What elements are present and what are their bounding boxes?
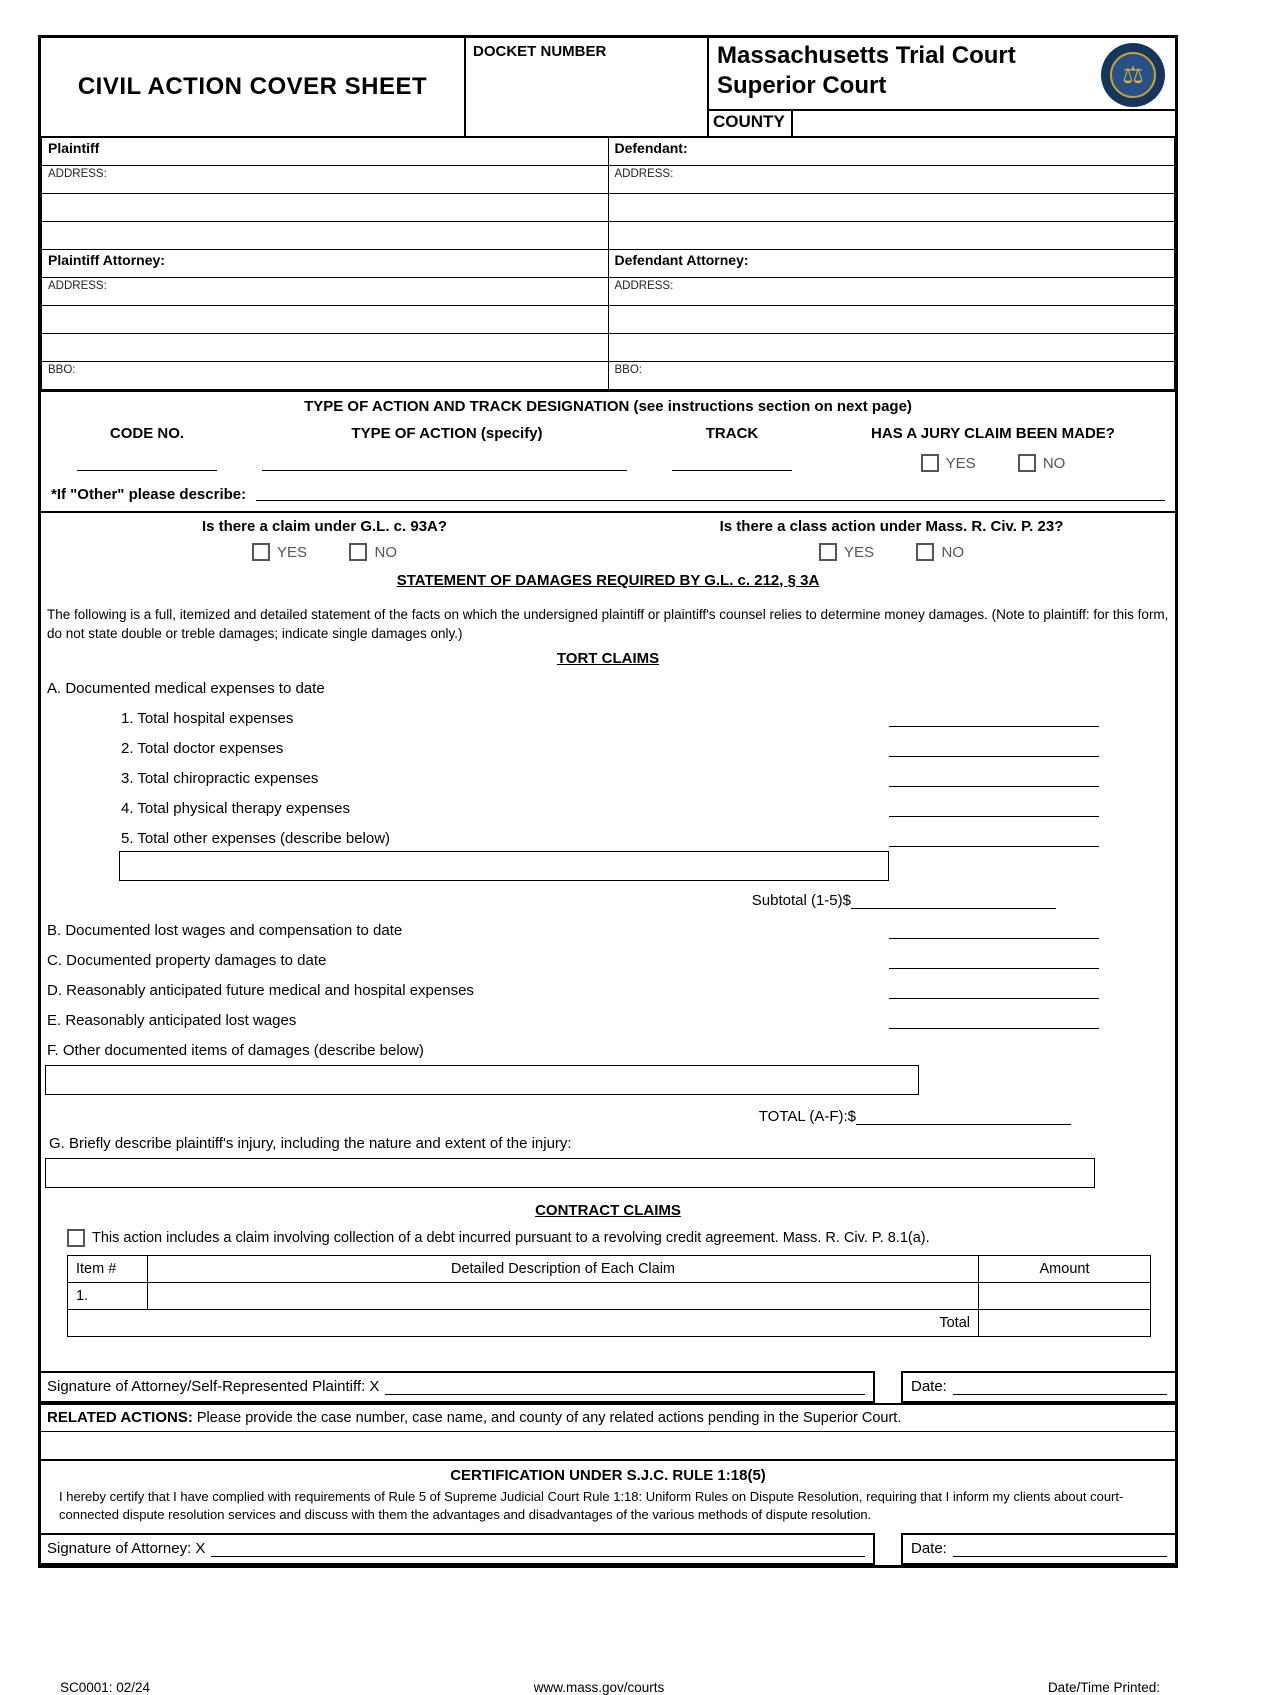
type-of-action-title: TYPE OF ACTION AND TRACK DESIGNATION (see instructions section on next page) xyxy=(304,397,912,415)
signature-row-1 xyxy=(41,1371,1175,1403)
tort-section-a-row xyxy=(45,667,1171,697)
form-header xyxy=(41,38,1175,136)
related-actions-input-box[interactable] xyxy=(41,1432,1175,1461)
col-amount-header: Amount xyxy=(979,1255,1151,1282)
date-1-box xyxy=(901,1371,1175,1403)
related-actions-row xyxy=(41,1403,1175,1432)
tort-section-e-amount-input[interactable] xyxy=(889,1017,1099,1029)
tort-section-e-label: E. Reasonably anticipated lost wages xyxy=(47,1011,297,1029)
defendant-attorney-extra-cell[interactable] xyxy=(608,305,1175,333)
court-website: www.mass.gov/courts xyxy=(533,1680,665,1695)
tort-section-f-row xyxy=(45,1029,1171,1059)
tort-section-d-label: D. Reasonably anticipated future medical and hospital expenses xyxy=(47,981,474,999)
table-row xyxy=(42,361,1175,389)
tort-section-c-label: C. Documented property damages to date xyxy=(47,951,327,969)
plaintiff-address-extra-cell[interactable] xyxy=(42,193,609,221)
subtotal-row xyxy=(45,883,1171,909)
table-row xyxy=(68,1282,1151,1309)
other-describe-input[interactable] xyxy=(256,487,1165,501)
track-label: TRACK xyxy=(705,424,759,442)
tort-item-5-row xyxy=(45,817,1171,847)
tort-item-2-label: 2. Total doctor expenses xyxy=(121,739,284,757)
col-item-header: Item # xyxy=(68,1255,148,1282)
defendant-address-extra-cell[interactable] xyxy=(608,193,1175,221)
tort-section-d-amount-input[interactable] xyxy=(889,987,1099,999)
debt-collection-row xyxy=(67,1229,1175,1247)
total-row xyxy=(45,1099,1171,1125)
court-header-cell xyxy=(709,38,1175,136)
page-footer xyxy=(38,1680,1178,1695)
damages-section xyxy=(41,595,1175,1194)
table-row xyxy=(42,221,1175,249)
tort-item-4-row xyxy=(45,787,1171,817)
date-2-input[interactable] xyxy=(953,1543,1167,1557)
tort-section-e-row xyxy=(45,999,1171,1029)
defendant-attorney-extra-cell-2[interactable] xyxy=(608,333,1175,361)
code-no-input[interactable] xyxy=(77,470,217,471)
table-header-row xyxy=(68,1255,1151,1282)
class-action-checkboxes xyxy=(608,543,1175,562)
code-no-label: CODE NO. xyxy=(109,424,185,442)
track-input[interactable] xyxy=(672,470,792,471)
claim-93a-checkboxes xyxy=(41,543,608,562)
claim-93a-question: Is there a claim under G.L. c. 93A? xyxy=(201,517,448,535)
county-input[interactable] xyxy=(793,111,1175,136)
jury-claim-label: HAS A JURY CLAIM BEEN MADE? xyxy=(871,424,1115,442)
total-input[interactable] xyxy=(856,1113,1071,1125)
jury-no-checkbox[interactable] xyxy=(1018,454,1036,472)
injury-describe-box[interactable] xyxy=(45,1158,1095,1188)
total-label: TOTAL (A-F):$ xyxy=(758,1107,856,1125)
form-frame xyxy=(38,35,1178,1568)
class-action-question: Is there a class action under Mass. R. Civ. P. 23? xyxy=(719,517,1064,535)
defendant-label: Defendant: xyxy=(614,140,688,156)
table-row xyxy=(42,249,1175,277)
tort-section-b-label: B. Documented lost wages and compensation to date xyxy=(47,921,403,939)
tort-item-1-label: 1. Total hospital expenses xyxy=(121,709,294,727)
tort-section-d-row xyxy=(45,969,1171,999)
signature-2-input[interactable] xyxy=(211,1543,865,1557)
form-title: CIVIL ACTION COVER SHEET xyxy=(41,38,466,136)
defendant-address-label: ADDRESS: xyxy=(614,167,674,180)
signature-1-box xyxy=(41,1371,875,1403)
defendant-address-extra-cell-2[interactable] xyxy=(608,221,1175,249)
tort-section-c-amount-input[interactable] xyxy=(889,957,1099,969)
defendant-bbo-cell[interactable] xyxy=(608,361,1175,389)
type-of-action-column xyxy=(247,425,647,472)
tort-claims-title: TORT CLAIMS xyxy=(556,649,660,667)
related-actions-text: Please provide the case number, case name, and county of any related actions pending in the Superior Court. xyxy=(192,1409,902,1426)
defendant-address-cell[interactable] xyxy=(608,165,1175,193)
defendant-attorney-cell[interactable] xyxy=(608,249,1175,277)
plaintiff-bbo-label: BBO: xyxy=(48,363,76,376)
parties-table xyxy=(41,136,1175,390)
contract-claims-title: CONTRACT CLAIMS xyxy=(535,1201,681,1219)
related-actions-label: RELATED ACTIONS: xyxy=(47,1408,193,1426)
tort-section-b-row xyxy=(45,909,1171,939)
jury-yes-label: YES xyxy=(945,454,976,472)
tort-item-1-amount-input[interactable] xyxy=(889,715,1099,727)
tort-section-g-row xyxy=(45,1135,1171,1152)
tort-item-2-amount-input[interactable] xyxy=(889,745,1099,757)
scales-of-justice-icon: ⚖ xyxy=(1110,52,1156,98)
tort-item-2-row xyxy=(45,727,1171,757)
other-describe-row xyxy=(47,486,1169,503)
plaintiff-address-label: ADDRESS: xyxy=(48,167,107,180)
claim-1-item-cell[interactable]: 1. xyxy=(68,1282,148,1309)
type-of-action-label: TYPE OF ACTION (specify) xyxy=(351,424,543,442)
claim-93a-no-checkbox[interactable] xyxy=(349,543,367,561)
signature-2-box xyxy=(41,1533,875,1565)
plaintiff-attorney-extra-cell[interactable] xyxy=(42,305,609,333)
plaintiff-address-cell[interactable] xyxy=(42,165,609,193)
plaintiff-bbo-cell[interactable] xyxy=(42,361,609,389)
statement-of-damages-title: STATEMENT OF DAMAGES REQUIRED BY G.L. c. 212, § 3A xyxy=(396,571,820,589)
class-action-yes-checkbox[interactable] xyxy=(819,543,837,561)
court-name-line2: Superior Court xyxy=(717,72,887,99)
tort-section-a-label: A. Documented medical expenses to date xyxy=(47,679,325,697)
tort-section-f-label: F. Other documented items of damages (describe below) xyxy=(47,1041,424,1059)
tort-item-3-label: 3. Total chiropractic expenses xyxy=(121,769,319,787)
tort-item-3-row xyxy=(45,757,1171,787)
plaintiff-attorney-extra-cell-2[interactable] xyxy=(42,333,609,361)
jury-claim-column xyxy=(817,425,1169,472)
contract-claims-section xyxy=(41,1194,1175,1371)
defendant-name-cell[interactable] xyxy=(608,137,1175,165)
plaintiff-attorney-address-label: ADDRESS: xyxy=(48,279,107,292)
signature-2-label: Signature of Attorney: X xyxy=(47,1540,206,1558)
tort-item-5-amount-input[interactable] xyxy=(889,835,1099,847)
plaintiff-address-extra-cell-2[interactable] xyxy=(42,221,609,249)
county-row xyxy=(709,109,1175,136)
signature-1-input[interactable] xyxy=(385,1381,865,1395)
table-row xyxy=(42,333,1175,361)
docket-number-cell[interactable] xyxy=(466,38,709,136)
claim-93a-yes-label: YES xyxy=(277,543,308,561)
tort-item-3-amount-input[interactable] xyxy=(889,775,1099,787)
defendant-attorney-label: Defendant Attorney: xyxy=(614,251,749,268)
signature-row-2 xyxy=(41,1533,1175,1565)
code-no-column xyxy=(47,425,247,472)
jury-no-label: NO xyxy=(1042,454,1066,472)
defendant-attorney-address-cell[interactable] xyxy=(608,277,1175,305)
tort-section-f-describe-box[interactable] xyxy=(45,1065,919,1095)
table-row xyxy=(42,137,1175,165)
defendant-attorney-address-label: ADDRESS: xyxy=(614,279,674,292)
date-1-label: Date: xyxy=(911,1377,947,1395)
claims-total-amount-cell[interactable] xyxy=(979,1309,1151,1336)
tort-item-4-amount-input[interactable] xyxy=(889,805,1099,817)
plaintiff-attorney-label: Plaintiff Attorney: xyxy=(48,251,165,268)
claim-93a-no-label: NO xyxy=(374,543,397,561)
contract-claims-table xyxy=(67,1255,1151,1337)
date-2-label: Date: xyxy=(911,1540,947,1558)
certification-text: I hereby certify that I have complied with requirements of Rule 5 of Supreme Judicial Court Rule 1:18: Uniform Rules on Dispute Resolution, requiring that I inform my clients about court-connected dispute resolution services and discuss with them the advantages and disadvantages of the various methods of dispute resolution. xyxy=(59,1488,1124,1523)
defendant-bbo-label: BBO: xyxy=(614,363,642,376)
table-row xyxy=(42,305,1175,333)
plaintiff-attorney-cell[interactable] xyxy=(42,249,609,277)
court-name xyxy=(717,41,1016,107)
table-row xyxy=(42,277,1175,305)
trial-court-seal-icon xyxy=(1101,43,1165,107)
class-action-no-checkbox[interactable] xyxy=(916,543,934,561)
claim-1-description-cell[interactable] xyxy=(148,1282,979,1309)
subtotal-input[interactable] xyxy=(851,897,1056,909)
track-column xyxy=(647,425,817,472)
claims-questions-section xyxy=(41,511,1175,595)
damages-intro-text: The following is a full, itemized and detailed statement of the facts on which the undersigned plaintiff or plaintiff's counsel relies to determine money damages. (Note to plaintiff: for this form, do not state double or treble damages; indicate single damages only.) xyxy=(47,606,1169,642)
signature-1-label: Signature of Attorney/Self-Represented Plaintiff: X xyxy=(47,1377,380,1395)
claim-93a-yes-checkbox[interactable] xyxy=(252,543,270,561)
subtotal-label: Subtotal (1-5)$ xyxy=(751,891,851,909)
debt-collection-checkbox[interactable] xyxy=(67,1229,85,1247)
docket-number-label: DOCKET NUMBER xyxy=(473,43,607,60)
form-code: SC0001: 02/24 xyxy=(60,1680,151,1695)
jury-claim-checkboxes xyxy=(817,454,1169,472)
certification-title: CERTIFICATION UNDER S.J.C. RULE 1:18(5) xyxy=(450,1466,766,1484)
tort-item-5-describe-box[interactable] xyxy=(119,851,889,881)
plaintiff-attorney-address-cell[interactable] xyxy=(42,277,609,305)
tort-item-5-label: 5. Total other expenses (describe below) xyxy=(121,829,391,847)
claim-1-amount-cell[interactable] xyxy=(979,1282,1151,1309)
table-row xyxy=(68,1309,1151,1336)
type-of-action-section xyxy=(41,390,1175,511)
court-name-line1: Massachusetts Trial Court xyxy=(717,42,1016,69)
class-action-yes-label: YES xyxy=(844,543,875,561)
claims-total-label-cell: Total xyxy=(68,1309,979,1336)
tort-section-g-label: G. Briefly describe plaintiff's injury, including the nature and extent of the injury: xyxy=(49,1134,572,1152)
date-1-input[interactable] xyxy=(953,1381,1167,1395)
date-time-printed-label: Date/Time Printed: xyxy=(1047,1680,1160,1695)
col-description-header: Detailed Description of Each Claim xyxy=(148,1255,979,1282)
county-label: COUNTY xyxy=(709,111,793,136)
tort-item-1-row xyxy=(45,697,1171,727)
debt-collection-label: This action includes a claim involving collection of a debt incurred pursuant to a revolving credit agreement. Mass. R. Civ. P. 8.1(a). xyxy=(92,1229,930,1246)
tort-section-c-row xyxy=(45,939,1171,969)
class-action-no-label: NO xyxy=(941,543,964,561)
claim-93a-block xyxy=(41,518,608,562)
tort-section-b-amount-input[interactable] xyxy=(889,927,1099,939)
table-row xyxy=(42,193,1175,221)
certification-section xyxy=(41,1461,1175,1566)
date-2-box xyxy=(901,1533,1175,1565)
jury-yes-checkbox[interactable] xyxy=(921,454,939,472)
plaintiff-label: Plaintiff xyxy=(48,140,100,156)
other-describe-label: *If "Other" please describe: xyxy=(51,485,247,503)
table-row xyxy=(42,165,1175,193)
type-of-action-input[interactable] xyxy=(262,470,627,471)
plaintiff-name-cell[interactable] xyxy=(42,137,609,165)
class-action-block xyxy=(608,518,1175,562)
tort-item-4-label: 4. Total physical therapy expenses xyxy=(121,799,351,817)
